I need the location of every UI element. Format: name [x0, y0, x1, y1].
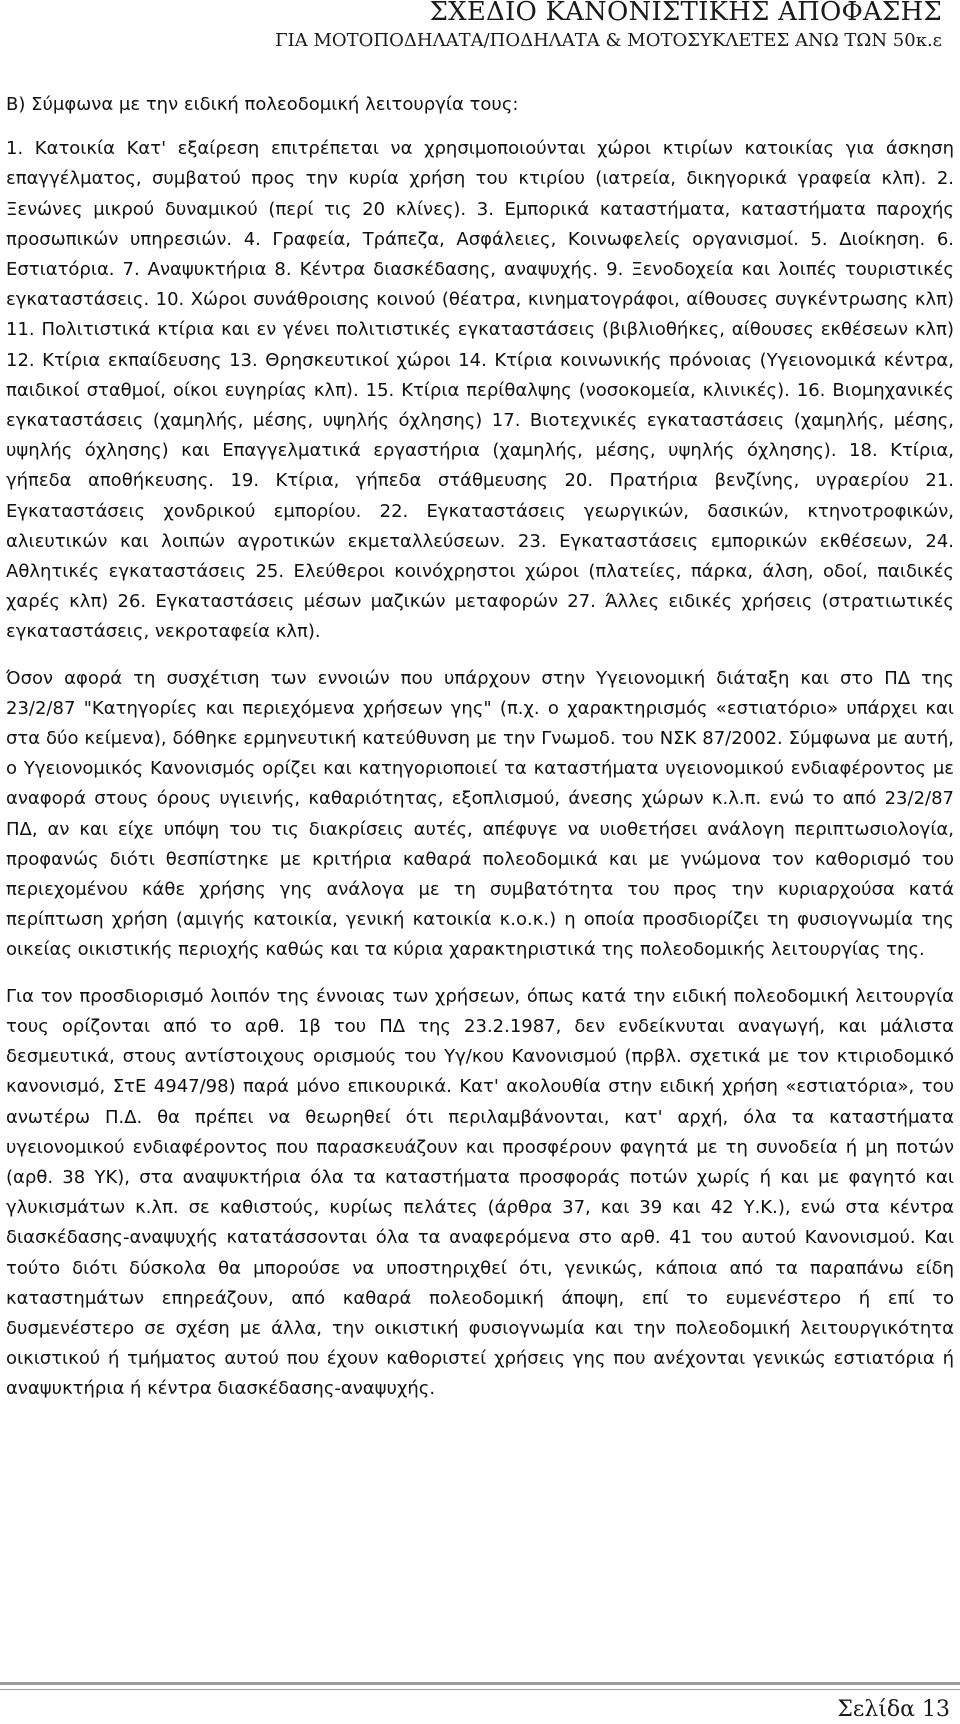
- document-title: ΣΧΕΔΙΟ ΚΑΝΟΝΙΣΤΙΚΗΣ ΑΠΟΦΑΣΗΣ: [429, 0, 942, 27]
- document-subtitle: ΓΙΑ ΜΟΤΟΠΟΔΗΛΑΤΑ/ΠΟΔΗΛΑΤΑ & ΜΟΤΟΣΥΚΛΕΤΕΣ ΑΝΩ ΤΩΝ 50κ.ε: [275, 30, 942, 51]
- document-body: [6, 90, 954, 1405]
- land-use-list-paragraph: 1. Κατοικία Κατ' εξαίρεση επιτρέπεται να χρησιμοποιούνται χώροι κτιρίων κατοικίας για άσκηση επαγγέλματος, συμβατού προς την κυρία χρήση του κτιρίου (ιατρεία, δικηγορικά γραφεία κλπ). 2. Ξενώνες μικρού δυναμικού (περί τις 20 κλίνες). 3. Εμπορικά καταστήματα, καταστήματα παροχής προσωπικών υπηρεσιών. 4. Γραφεία, Τράπεζα, Ασφάλειες, Κοινωφελείς οργανισμοί. 5. Διοίκηση. 6. Εστιατόρια. 7. Αναψυκτήρια 8. Κέντρα διασκέδασης, αναψυχής. 9. Ξενοδοχεία και λοιπές τουριστικές εγκαταστάσεις. 10. Χώροι συνάθροισης κοινού (θέατρα, κινηματογράφοι, αίθουσες συγκέντρωσης κλπ) 11. Πολιτιστικά κτίρια και εν γένει πολιτιστικές εγκαταστάσεις (βιβλιοθήκες, αίθουσες εκθέσεων κλπ) 12. Κτίρια εκπαίδευσης 13. Θρησκευτικοί χώροι 14. Κτίρια κοινωνικής πρόνοιας (Υγειονομικά κέντρα, παιδικοί σταθμοί, οίκοι ευγηρίας κλπ). 15. Κτίρια περίθαλψης (νοσοκομεία, κλινικές). 16. Βιομηχανικές εγκαταστάσεις (χαμηλής, μέσης, υψηλής όχλησης) 17. Βιοτεχνικές εγκαταστάσεις (χαμηλής, μέσης, υψηλής όχλησης) και Επαγγελματικά εργαστήρια (χαμηλής, μέσης, υψηλής όχλησης). 18. Κτίρια, γήπεδα αποθήκευσης. 19. Κτίρια, γήπεδα στάθμευσης 20. Πρατήρια βενζίνης, υγραερίου 21. Εγκαταστάσεις χονδρικού εμπορίου. 22. Εγκαταστάσεις γεωργικών, δασικών, κτηνοτροφικών, αλιευτικών και λοιπών αγροτικών εκμεταλλεύσεων. 23. Εγκαταστάσεις εμπορικών εκθέσεων, 24. Αθλητικές εγκαταστάσεις 25. Ελεύθεροι κοινόχρηστοι χώροι (πλατείες, πάρκα, άλση, οδοί, παιδικές χαρές κλπ) 26. Εγκαταστάσεις μέσων μαζικών μεταφορών 27. Άλλες ειδικές χρήσεις (στρατιωτικές εγκαταστάσεις, νεκροταφεία κλπ).: [6, 138, 954, 643]
- section-intro: Β) Σύμφωνα με την ειδική πολεοδομική λειτουργία τους:: [6, 94, 519, 115]
- footer-divider: [0, 1682, 960, 1690]
- document-header: [275, 0, 942, 54]
- definition-paragraph: Για τον προσδιορισμό λοιπόν της έννοιας των χρήσεων, όπως κατά την ειδική πολεοδομική λειτουργία τους ορίζονται από το αρθ. 1β του ΠΔ της 23.2.1987, δεν ενδείκνυται αναγωγή, και μάλιστα δεσμευτικά, στους αντίστοιχους ορισμούς του Υγ/κου Κανονισμού (πρβλ. σχετικά με τον κτιριοδομικό κανονισμό, ΣτΕ 4947/98) παρά μόνο επικουρικά. Κατ' ακολουθία στην ειδική χρήση «εστιατόρια», του ανωτέρω Π.Δ. θα πρέπει να θεωρηθεί ότι περιλαμβάνονται, κατ' αρχή, όλα τα καταστήματα υγειονομικού ενδιαφέροντος που παρασκευάζουν και προσφέρουν φαγητά με τη συνοδεία ή μη ποτών (αρθ. 38 ΥΚ), στα αναψυκτήρια όλα τα καταστήματα προσφοράς ποτών χωρίς ή και με φαγητό και γλυκισμάτων κ.λπ. σε καθιστούς, κυρίως πελάτες (άρθρα 37, και 39 και 42 Υ.Κ.), ενώ στα κέντρα διασκέδασης-αναψυχής κατατάσσονται όλα τα αναφερόμενα στο αρθ. 41 του αυτού Κανονισμού. Και τούτο διότι δύσκολα θα μπορούσε να υποστηριχθεί ότι, γενικώς, κάποια από τα παραπάνω είδη καταστημάτων επηρεάζουν, από καθαρά πολεοδομική άποψη, επί το ευμενέστερο ή επί το δυσμενέστερο σε σχέση με άλλα, την οικιστική φυσιογνωμία και την πολεοδομική λειτουργικότητα οικιστικού ή τμήματος αυτού που έχουν καθοριστεί χρήσεις γης που ανέχονται γενικώς εστιατόρια ή αναψυκτήρια ή κέντρα διασκέδασης-αναψυχής.: [6, 985, 954, 1400]
- page-number: Σελίδα 13: [837, 1697, 950, 1722]
- correlation-paragraph: Όσον αφορά τη συσχέτιση των εννοιών που υπάρχουν στην Υγειονομική διάταξη και στο ΠΔ της 23/2/87 "Κατηγορίες και περιεχόμενα χρήσεων γης" (π.χ. ο χαρακτηρισμός «εστιατόριο» υπάρχει και στα δύο κείμενα), δόθηκε ερμηνευτική κατεύθυνση με την Γνωμοδ. του ΝΣΚ 87/2002. Σύμφωνα με αυτή, ο Υγειονομικός Κανονισμός ορίζει και κατηγοριοποιεί τα καταστήματα υγειονομικού ενδιαφέροντος με αναφορά στους όρους υγιεινής, καθαριότητας, εξοπλισμού, άνεσης χώρων κ.λ.π. ενώ το από 23/2/87 ΠΔ, αν και είχε υπόψη του τις διακρίσεις αυτές, απέφυγε να υιοθετήσει ανάλογη περιπτωσιολογία, προφανώς διότι θεσπίστηκε με κριτήρια καθαρά πολεοδομικά και με γνώμονα τον καθορισμό του περιεχομένου κάθε χρήσης γης ανάλογα με τη συμβατότητα του προς την κυριαρχούσα κατά περίπτωση χρήση (αμιγής κατοικία, γενική κατοικία κ.ο.κ.) η οποία προσδιορίζει τη φυσιογνωμία της οικείας οικιστικής περιοχής καθώς και τα κύρια χαρακτηριστικά της πολεοδομικής λειτουργίας της.: [6, 667, 954, 961]
